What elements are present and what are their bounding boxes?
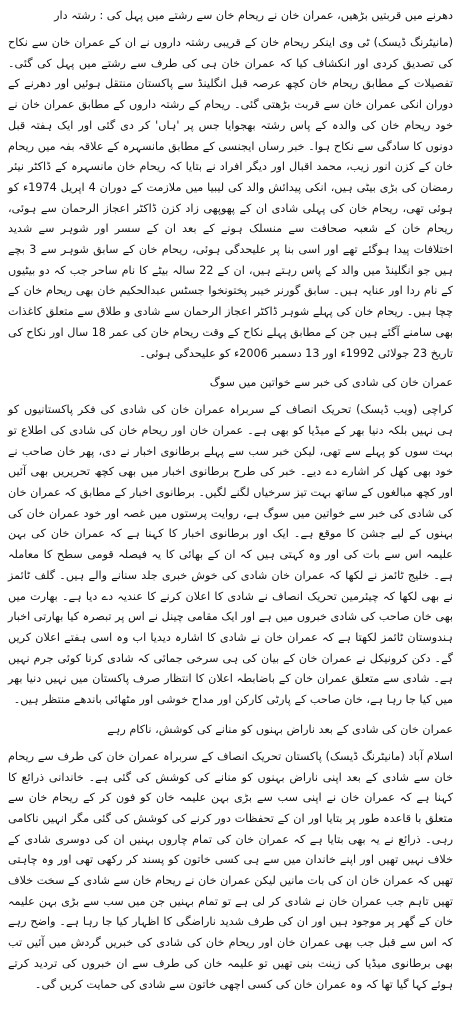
section-heading: عمران خان کی شادی کی خبر سے خواتین میں سوگ <box>209 376 453 390</box>
section-paragraph: (مانیٹرنگ ڈیسک) ٹی وی اینکر ریحام خان کے قریبی رشتہ داروں نے ان کے عمران خان سے نکاح کی تصدیق کردی اور انکشاف کیا کہ عمران خان ہی کی طرف سے رشتے میں پہل کی گئی۔ تفصیلات کے مطابق ریحام خان کچھ عرصہ قبل انگلینڈ سے پاکستان منتقل ہوئیں اور دھرنے کے دوران انکی عمران خان سے قربت بڑھتی گئی۔ ریحام کے رشتہ داروں کے مطابق عمران خان نے خود ریحام خان کی والدہ کے پاس رشتہ بھجوایا جس پر 'ہاں' کر دی گئی اور ایک ہفتہ قبل دونوں کا سادگی سے نکاح ہوا۔ خبر رساں ایجنسی کے مطابق مانسہرہ کے علاقہ بفہ میں ریحام خان کے کزن انور زیب، محمد اقبال اور دیگر افراد نے بتایا کہ ریحام خان مانسہرہ کے ڈاکٹر نیئر رمضان کی بڑی بیٹی ہیں، انکی پیدائش والد کی لیبیا میں ملازمت کے دوران 4 اپریل 1974ء کو ہوئی تھی، ریحام خان کی پہلی شادی ان کے پھوپھی زاد کزن ڈاکٹر اعجاز الرحمان سے ہوئی، ریحام خان کے شعبہ صحافت سے منسلک ہونے کے بعد ان کے سسر اور شوہر سے شدید اختلافات پیدا ہوگئے تھے اور اسی بنا پر علیحدگی ہوئی، ریحام خان کے سابق شوہر سے 3 بچے ہیں جو انگلینڈ میں والد کے پاس رہتے ہیں، ان کے 22 سالہ بیٹے کا نام ساحر جب کہ دو بیٹیوں کے نام ردا اور عنایہ ہیں۔ سابق گورنر خیبر پختونخوا جسٹس عبدالحکیم خان بھی ریحام خان کے چچا ہیں۔ ریحام خان کی پہلے شوہر ڈاکٹر اعجاز الرحمان سے شادی و طلاق سے متعلق کاغذات بھی سامنے آگئے ہیں جن کے مطابق پہلے نکاح کے وقت ریحام خان کی عمر 18 سال اور نکاح کی تاریخ 23 جولائی 1992ء اور 13 دسمبر 2006ء کو علیحدگی ہوئی۔ <box>8 36 453 360</box>
section-heading: دھرنے میں قربتیں بڑھیں، عمران خان نے ریحام خان سے رشتے میں پہل کی : رشتہ دار <box>54 9 453 22</box>
section-paragraph: کراچی (ویب ڈیسک) تحریک انصاف کے سربراہ عمران خان کی شادی کی فکر پاکستانیوں کو ہی نہیں بلکہ دنیا بھر کے میڈیا کو بھی ہے۔ عمران خان اور ریحام خان کی شادی کی اطلاع تو بہت سوں کو پہلے سے تھی، لیکن خبر سب سے پہلے برطانوی اخبار نے دی، پھر خان صاحب نے خود بھی کھل کر اشارے دے دیے۔ خبر کی طرح برطانوی اخبار میں بھی کچھ تحریریں بھی آئیں اور کچھ مبالغوں کے ساتھ بہت تیز سرخیاں لگنے لگیں۔ برطانوی اخبار کے مطابق کہ عمران خان کی شادی کی خبر سے خواتین میں سوگ ہے، روایت پرستوں میں غصہ اور خود عمران خان کی بہنوں کے لیے جشن کا موقع ہے۔ ایک اور برطانوی اخبار کا کہنا ہے کہ عمران خان کی بہن علیمہ اس سے بات کی اور وہ کہتی ہیں کہ ان کے بھائی کا یہ فیصلہ قومی سطح کا معاملہ ہے۔ خلیج ٹائمز نے لکھا کہ عمران خان شادی کی خوش خبری جلد سنانے والے ہیں۔ گلف ٹائمز نے بھی لکھا کہ چیئرمین تحریک انصاف نے شادی کا اعلان کرنے کا عندیہ دے دیا ہے۔ بھارت میں بھی خان صاحب کی شادی خبروں میں ہے اور ایک مقامی چینل نے اس پر تبصرہ کیا بھارتی اخبار ہندوستان ٹائمز لکھتا ہے کہ عمران خان نے شادی کا اشارہ دیدیا اب وہ اسی ہفتے اعلان کریں گے۔ دکن کرونیکل نے عمران خان کے بیان کی ہی سرخی جمائی کہ شادی کرنا کوئی جرم نہیں ہے۔ شادی سے متعلق عمران خان کے باضابطہ اعلان کا انتظار صرف پاکستان میں نہیں دنیا بھر میں کیا جا رہا ہے، خان صاحب کے پارٹی کارکن اور مداح خوشی اور مٹھائی باندھے منتظر ہیں۔ <box>8 403 453 707</box>
section-paragraph: اسلام آباد (مانیٹرنگ ڈیسک) پاکستان تحریک انصاف کے سربراہ عمران خان کی طرف سے ریحام خان سے شادی کے بعد اپنی ناراض بہنوں کو منانے کی کوشش کی گئی ہے۔ خاندانی ذرائع کا کہنا ہے کہ عمران خان نے اپنی سب سے بڑی بہن علیمہ خان کو فون کر کے ریحام خان سے متعلق با قاعدہ طور پر بتایا اور ان کے تحفظات دور کرنے کی کوشش کی گئی مگر انہیں ناکامی رہی۔ ذرائع نے یہ بھی بتایا ہے کہ عمران خان کی تمام چاروں بہنیں ان کی دوسری شادی کے خلاف نہیں تھیں اور اپنے خاندان میں سے ہی کسی خاتون کو پسند کر رکھی تھی اور وہ چاہتی تھیں کہ عمران خان ان کی بات مانیں لیکن عمران خان نے ریحام خان سے شادی کے سخت خلاف تھیں تاہم جب عمران خان نے شادی کر لی ہے تو تمام بہنیں جن میں سب سے بڑی بہن علیمہ خان کے گھر پر موجود ہیں اور ان کی طرف شدید ناراضگی کا اظہار کیا جا رہا ہے۔ واضح رہے کہ اس سے قبل جب بھی عمران خان اور ریحام خان کی شادی کی خبریں گردش میں آئیں تب بھی برطانوی میڈیا کی زینت بنی تھیں تو علیمہ خان کی طرف سے ان خبروں کی تردید کرتے ہوئے کہا گیا تھا کہ وہ عمران خان کی کسی اچھی خاتون سے شادی کی حمایت کریں گی۔ <box>8 749 453 991</box>
section-women-mourning <box>8 373 453 711</box>
section-sisters-reconcile <box>8 720 453 995</box>
section-heading: عمران خان کی شادی کے بعد ناراض بہنوں کو منانے کی کوشش، ناکام رہے <box>107 722 453 736</box>
section-rehman-relatives <box>8 6 453 364</box>
